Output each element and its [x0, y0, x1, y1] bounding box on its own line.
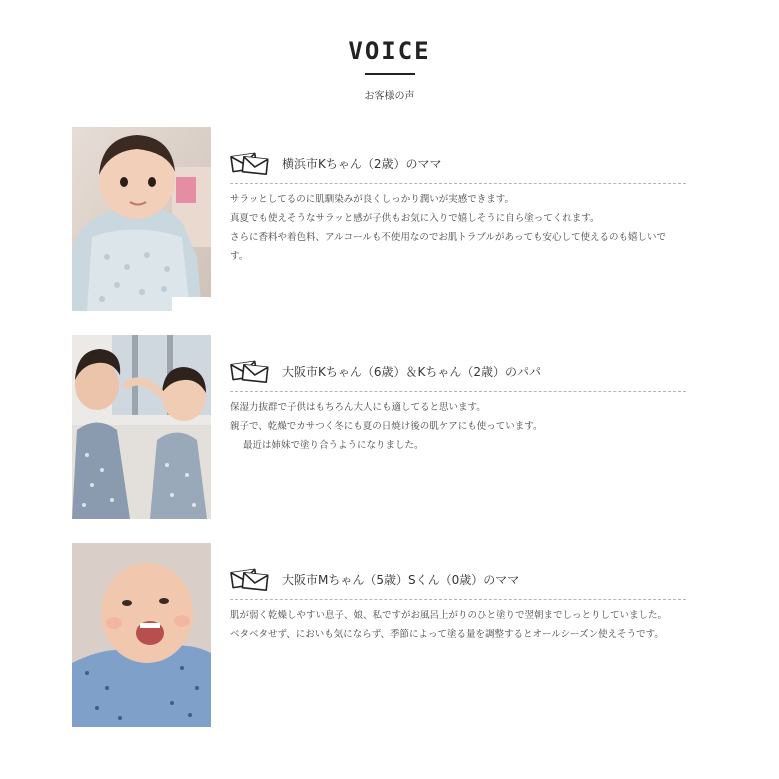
voice-item-3	[72, 543, 692, 727]
voice-line: 肌が弱く乾燥しやすい息子、娘、私ですがお風呂上がりのひと塗りで翌朝までしっとりしていました。	[230, 610, 668, 621]
customer-photo-2	[72, 335, 211, 519]
voice-heading-2	[230, 359, 686, 392]
voice-line: ベタベタせず、においも気にならず、季節によって塗る量を調整するとオールシーズン使えそうです。	[230, 629, 664, 640]
customer-name: 大阪市Mちゃん（5歳）Sくん（0歳）のママ	[282, 573, 520, 587]
voice-line: 最近は姉妹で塗り合うようになりました。	[243, 440, 424, 451]
voice-line: さらに香料や着色料、アルコールも不使用なのでお肌トラブルがあっても安心して使えるのも嬉しいで	[230, 232, 666, 243]
customer-name: 横浜市Kちゃん（2歳）のママ	[282, 157, 442, 171]
voice-item-2	[72, 335, 692, 519]
voice-line: 保湿力抜群で子供はもちろん大人にも適してると思います。	[230, 402, 486, 413]
page-title: VOICE	[348, 37, 431, 65]
voice-text-2	[230, 398, 690, 455]
voice-item-1	[72, 127, 692, 311]
voice-text-3	[230, 606, 690, 644]
customer-name: 大阪市Kちゃん（6歳）＆Kちゃん（2歳）のパパ	[282, 365, 542, 379]
envelope-icon	[230, 151, 270, 179]
title-underline	[365, 73, 415, 75]
voice-text-1	[230, 190, 690, 266]
customer-photo-3	[72, 543, 211, 727]
voice-line: 真夏でも使えそうなサラッと感が子供もお気に入りで嬉しそうに自ら塗ってくれます。	[230, 213, 600, 224]
envelope-icon	[230, 567, 270, 595]
voice-line: す。	[230, 251, 249, 262]
voice-line: 親子で、乾燥でカサつく冬にも夏の日焼け後の肌ケアにも使っています。	[230, 421, 543, 432]
voice-line: サラッとしてるのに肌馴染みが良くしっかり潤いが実感できます。	[230, 194, 515, 205]
page-subtitle: お客様の声	[364, 91, 415, 102]
voice-heading-3	[230, 567, 686, 600]
envelope-icon	[230, 359, 270, 387]
customer-photo-1	[72, 127, 211, 311]
voice-header	[0, 36, 779, 102]
voice-heading-1	[230, 151, 686, 184]
